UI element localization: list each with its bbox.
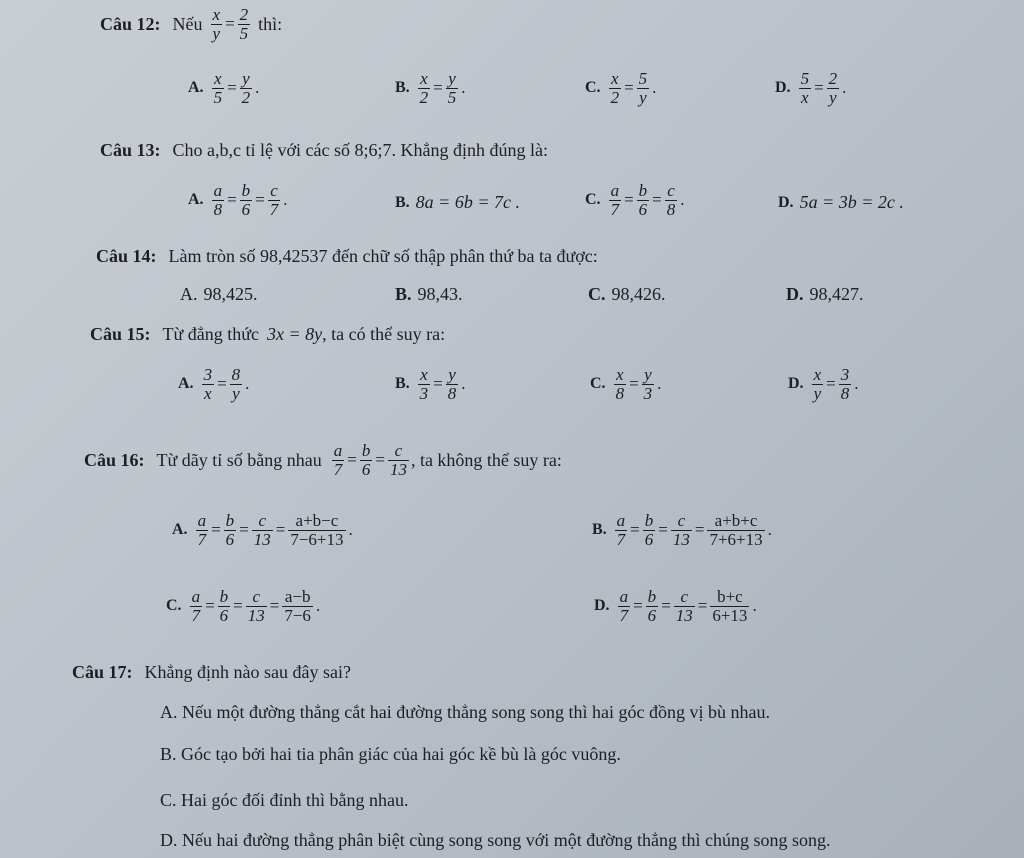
equals-sign: = [375, 450, 385, 470]
stem-text: Từ đẳng thức [162, 324, 260, 344]
option-c[interactable] [590, 366, 662, 403]
option-letter: D. [775, 79, 791, 97]
fraction [268, 182, 281, 219]
fraction [614, 366, 627, 403]
denominator: 2 [419, 87, 429, 107]
period: . [283, 190, 288, 210]
option-d[interactable]: D. Nếu hai đường thẳng phân biệt cùng song song với một đường thẳng thì chúng song song. [160, 830, 831, 850]
numerator: a [197, 511, 207, 530]
stem-text: Khẳng định nào sau đây sai? [144, 662, 351, 682]
equals-sign: = [347, 450, 357, 470]
numerator: 5 [638, 69, 648, 88]
period: . [461, 78, 466, 98]
equals-sign: = [624, 78, 634, 98]
numerator: y [242, 69, 250, 88]
fraction [799, 70, 812, 107]
period: . [680, 190, 685, 210]
fraction [609, 182, 622, 219]
numerator: x [616, 365, 624, 384]
numerator: y [644, 365, 652, 384]
stem-text: Từ dãy tỉ số bằng nhau [156, 449, 322, 470]
denominator: 5 [447, 87, 457, 107]
fraction [360, 442, 373, 479]
stem-text: , ta không thể suy ra: [410, 449, 562, 470]
fraction [839, 366, 852, 403]
option-letter: D. [594, 597, 610, 615]
fraction [388, 442, 409, 479]
denominator: y [829, 87, 837, 107]
equals-sign: = [227, 78, 237, 98]
fraction [446, 70, 459, 107]
question-number: Câu 15: [90, 324, 151, 344]
option-letter: D. [786, 284, 804, 304]
period: . [842, 78, 847, 98]
equals-sign: = [630, 520, 640, 540]
fraction [224, 512, 237, 549]
question-12-stem [100, 6, 282, 43]
equals-sign: = [233, 596, 243, 616]
denominator: 6 [219, 605, 229, 625]
numerator: a [610, 181, 620, 200]
denominator: 8 [666, 199, 676, 219]
numerator: a+b+c [714, 511, 758, 530]
option-d[interactable] [594, 588, 758, 625]
option-b[interactable] [395, 192, 520, 213]
fraction [642, 366, 655, 403]
denominator: 5 [213, 87, 223, 107]
fraction [218, 588, 231, 625]
option-c[interactable] [588, 284, 666, 305]
equals-sign: = [205, 596, 215, 616]
option-letter: C. [166, 597, 182, 615]
denominator: 5 [239, 23, 249, 43]
period: . [652, 78, 657, 98]
fraction [418, 366, 431, 403]
option-text: 98,425. [203, 284, 258, 304]
option-letter: A. [172, 521, 188, 539]
equals-sign: = [217, 374, 227, 394]
equals-sign: = [255, 190, 265, 210]
denominator: y [212, 23, 221, 43]
equals-sign: = [697, 596, 708, 616]
fraction [212, 70, 225, 107]
numerator: b [644, 511, 654, 530]
stem-text: Cho a,b,c tỉ lệ với các số 8;6;7. Khẳng định đúng là: [172, 140, 548, 160]
option-c[interactable] [166, 588, 321, 625]
fraction [418, 70, 431, 107]
fraction [212, 182, 225, 219]
fraction [609, 70, 622, 107]
denominator: 8 [615, 383, 625, 403]
fraction [332, 442, 345, 479]
option-letter: C. [585, 191, 601, 209]
numerator: 2 [828, 69, 838, 88]
period: . [854, 374, 859, 394]
numerator: b [219, 587, 229, 606]
numerator: c [258, 511, 267, 530]
denominator: 13 [675, 605, 693, 625]
numerator: x [212, 5, 221, 24]
fraction [637, 70, 650, 107]
numerator: a−b [284, 587, 311, 606]
stem-equation: 3x = 8y [267, 324, 323, 344]
option-c[interactable] [585, 70, 657, 107]
option-letter: A. [178, 375, 194, 393]
numerator: a [191, 587, 201, 606]
denominator: y [813, 383, 822, 403]
option-letter: A. [180, 284, 198, 304]
denominator: 7 [610, 199, 620, 219]
fraction [665, 182, 678, 219]
denominator: 2 [610, 87, 620, 107]
denominator: 6 [647, 605, 657, 625]
numerator: x [420, 69, 428, 88]
numerator: b [225, 511, 235, 530]
option-b[interactable] [395, 366, 467, 403]
numerator: a+b−c [295, 511, 339, 530]
fraction [211, 6, 223, 43]
option-c[interactable]: C. Hai góc đối đỉnh thì bằng nhau. [160, 790, 409, 810]
fraction [812, 366, 824, 403]
period: . [348, 520, 353, 540]
fraction [671, 512, 692, 549]
denominator: 7+6+13 [709, 529, 763, 549]
premise-equation [209, 6, 253, 43]
equals-sign: = [239, 520, 249, 540]
question-16-stem [84, 442, 562, 479]
fraction [282, 588, 313, 625]
option-letter: B. [395, 193, 410, 211]
option-letter: C. [588, 284, 606, 304]
numerator: b+c [717, 587, 743, 606]
numerator: x [611, 69, 619, 88]
numerator: y [448, 365, 456, 384]
fraction [230, 366, 243, 403]
equals-sign: = [227, 190, 237, 210]
equals-sign: = [433, 78, 443, 98]
equals-sign: = [624, 190, 634, 210]
fraction [240, 70, 253, 107]
denominator: 6 [361, 459, 371, 479]
stem-text: Làm tròn số 98,42537 đến chữ số thập phân thứ ba ta được: [168, 246, 598, 266]
denominator: 7 [616, 529, 626, 549]
question-number: Câu 14: [96, 246, 157, 266]
question-14-stem [96, 246, 598, 267]
question-number: Câu 16: [84, 449, 145, 470]
numerator: b [241, 181, 251, 200]
option-b[interactable] [395, 284, 463, 305]
denominator: 6 [225, 529, 235, 549]
denominator: 13 [672, 529, 690, 549]
option-text: 5a = 3b = 2c . [799, 192, 904, 212]
numerator: c [677, 511, 686, 530]
equals-sign: = [433, 374, 443, 394]
denominator: 7 [191, 605, 201, 625]
option-text: 98,427. [809, 284, 864, 304]
option-a[interactable] [188, 70, 260, 107]
question-17-stem [72, 662, 351, 683]
denominator: 6+13 [712, 605, 748, 625]
option-letter: D. [788, 375, 804, 393]
fraction [246, 588, 267, 625]
option-b[interactable] [395, 70, 467, 107]
numerator: c [667, 181, 675, 200]
option-b[interactable] [592, 512, 773, 549]
numerator: 2 [239, 5, 249, 24]
denominator: 7 [619, 605, 629, 625]
equals-sign: = [658, 520, 668, 540]
fraction [196, 512, 209, 549]
option-d[interactable] [786, 284, 864, 305]
fraction [643, 512, 656, 549]
numerator: y [448, 69, 456, 88]
fraction [288, 512, 345, 549]
period: . [752, 596, 757, 616]
numerator: a [213, 181, 223, 200]
option-letter: B. [395, 284, 412, 304]
numerator: c [252, 587, 261, 606]
denominator: y [232, 383, 240, 403]
option-letter: D. [778, 193, 794, 211]
equals-sign: = [814, 78, 824, 98]
numerator: a [333, 441, 343, 460]
denominator: 6 [638, 199, 648, 219]
equals-sign: = [629, 374, 639, 394]
numerator: b [638, 181, 648, 200]
stem-text: thì: [258, 13, 283, 34]
numerator: 3 [840, 365, 850, 384]
question-number: Câu 17: [72, 662, 133, 682]
fraction [615, 512, 628, 549]
option-letter: B. [592, 521, 607, 539]
option-d[interactable] [775, 70, 847, 107]
stem-text: Nếu [172, 13, 203, 34]
option-a[interactable] [180, 284, 258, 305]
period: . [255, 78, 260, 98]
fraction [446, 366, 459, 403]
stem-text: , ta có thể suy ra: [322, 324, 446, 344]
denominator: 6 [241, 199, 251, 219]
denominator: 7 [333, 459, 343, 479]
fraction [202, 366, 215, 403]
question-number: Câu 13: [100, 140, 161, 160]
option-letter: C. [585, 79, 601, 97]
option-c[interactable] [585, 182, 686, 219]
question-number: Câu 12: [100, 13, 161, 34]
numerator: c [394, 441, 403, 460]
option-d[interactable] [788, 366, 859, 403]
equals-sign: = [275, 520, 286, 540]
fraction [646, 588, 659, 625]
question-13-stem [100, 140, 548, 161]
numerator: a [616, 511, 626, 530]
premise-equation [330, 442, 411, 479]
numerator: b [647, 587, 657, 606]
denominator: 8 [840, 383, 850, 403]
equals-sign: = [652, 190, 662, 210]
option-a[interactable] [188, 182, 289, 219]
fraction [637, 182, 650, 219]
denominator: 13 [247, 605, 265, 625]
numerator: 8 [231, 365, 241, 384]
option-a[interactable]: A. Nếu một đường thẳng cắt hai đường thẳng song song thì hai góc đồng vị bù nhau. [160, 702, 770, 722]
equals-sign: = [826, 374, 836, 394]
equals-sign: = [633, 596, 643, 616]
fraction [674, 588, 695, 625]
option-text: 98,426. [611, 284, 666, 304]
option-d[interactable] [778, 192, 904, 213]
question-15-stem [90, 324, 445, 345]
numerator: x [813, 365, 822, 384]
period: . [245, 374, 250, 394]
equals-sign: = [269, 596, 280, 616]
equals-sign: = [225, 14, 235, 34]
period: . [315, 596, 321, 616]
denominator: 7 [197, 529, 207, 549]
denominator: y [639, 87, 647, 107]
denominator: 3 [419, 383, 429, 403]
fraction [252, 512, 273, 549]
option-letter: B. [395, 79, 410, 97]
numerator: 3 [203, 365, 213, 384]
option-letter: B. [395, 375, 410, 393]
denominator: x [801, 87, 809, 107]
option-text: 98,43. [417, 284, 463, 304]
denominator: 6 [644, 529, 654, 549]
denominator: 3 [643, 383, 653, 403]
period: . [657, 374, 662, 394]
denominator: x [204, 383, 212, 403]
numerator: 5 [800, 69, 810, 88]
fraction [190, 588, 203, 625]
denominator: 8 [447, 383, 457, 403]
numerator: a [619, 587, 629, 606]
fraction [238, 6, 251, 43]
numerator: b [361, 441, 371, 460]
period: . [767, 520, 772, 540]
denominator: 7−6+13 [290, 529, 344, 549]
option-letter: A. [188, 191, 204, 209]
numerator: c [270, 181, 278, 200]
equals-sign: = [694, 520, 705, 540]
equals-sign: = [211, 520, 221, 540]
numerator: c [680, 587, 689, 606]
option-b[interactable]: B. Góc tạo bởi hai tia phân giác của hai góc kề bù là góc vuông. [160, 744, 621, 764]
option-a[interactable] [172, 512, 354, 549]
option-letter: A. [188, 79, 204, 97]
fraction [710, 588, 749, 625]
option-text: 8a = 6b = 7c . [415, 192, 520, 212]
numerator: x [214, 69, 222, 88]
equals-sign: = [661, 596, 671, 616]
fraction [618, 588, 631, 625]
option-a[interactable] [178, 366, 250, 403]
fraction [240, 182, 253, 219]
denominator: 8 [213, 199, 223, 219]
denominator: 13 [389, 459, 407, 479]
denominator: 13 [253, 529, 271, 549]
fraction [707, 512, 764, 549]
option-letter: C. [590, 375, 606, 393]
period: . [461, 374, 466, 394]
denominator: 2 [241, 87, 251, 107]
fraction [827, 70, 840, 107]
numerator: x [420, 365, 428, 384]
denominator: 7−6 [284, 605, 311, 625]
denominator: 7 [269, 199, 279, 219]
